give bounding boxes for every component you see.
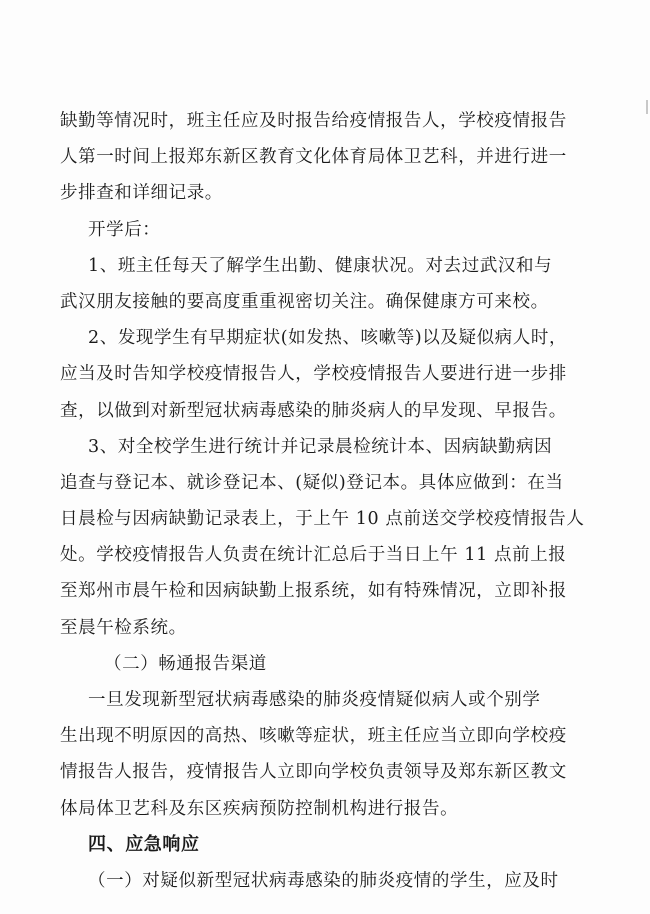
text-line: 至郑州市晨午检和因病缺勤上报系统，如有特殊情况，立即补报: [60, 581, 567, 602]
text-line: 缺勤等情况时，班主任应及时报告给疫情报告人，学校疫情报告: [60, 111, 567, 131]
text-line: 应当及时告知学校疫情报告人，学校疫情报告人要进行进一步排: [60, 364, 567, 385]
text-line: 2、发现学生有早期症状(如发热、咳嗽等)以及疑似病人时，: [88, 328, 568, 349]
text-line: 情报告人报告，疫情报告人立即向学校负责领导及郑东新区教文: [60, 762, 567, 783]
text-line: 至晨午检系统。: [60, 617, 187, 638]
text-line: 生出现不明原因的高热、咳嗽等症状，班主任应当立即向学校疫: [60, 726, 567, 747]
text-line: 日晨检与因病缺勤记录表上，于上午 10 点前送交学校疫情报告人: [60, 509, 585, 530]
text-line: 查，以做到对新型冠状病毒感染的肺炎病人的早发现、早报告。: [60, 400, 567, 421]
scan-edge-mark: [646, 100, 648, 114]
subsection-heading: （二）畅通报告渠道: [104, 653, 267, 674]
text-line: 一旦发现新型冠状病毒感染的肺炎疫情疑似病人或个别学: [88, 690, 541, 710]
text-line: 追查与登记本、就诊登记本、(疑似)登记本。具体应做到：在当: [60, 472, 564, 493]
text-line: 体局体卫艺科及东区疾病预防控制机构进行报告。: [60, 798, 459, 819]
text-line: 人第一时间上报郑东新区教育文化体育局体卫艺科，并进行进一: [60, 147, 567, 168]
text-line: 步排查和详细记录。: [60, 183, 223, 204]
text-line: 3、对全校学生进行统计并记录晨检统计本、因病缺勤病因: [88, 436, 553, 457]
text-line: （一）对疑似新型冠状病毒感染的肺炎疫情的学生，应及时: [88, 870, 559, 891]
text-line: 处。学校疫情报告人负责在统计汇总后于当日上午 11 点前上报: [60, 545, 567, 566]
document-body: [60, 103, 590, 899]
text-line: 武汉朋友接触的要高度重重视密切关注。确保健康方可来校。: [60, 291, 549, 312]
section-label: 开学后：: [88, 219, 161, 240]
text-line: 1、班主任每天了解学生出勤、健康状况。对去过武汉和与: [88, 255, 553, 276]
section-heading: 四、应急响应: [88, 833, 200, 855]
